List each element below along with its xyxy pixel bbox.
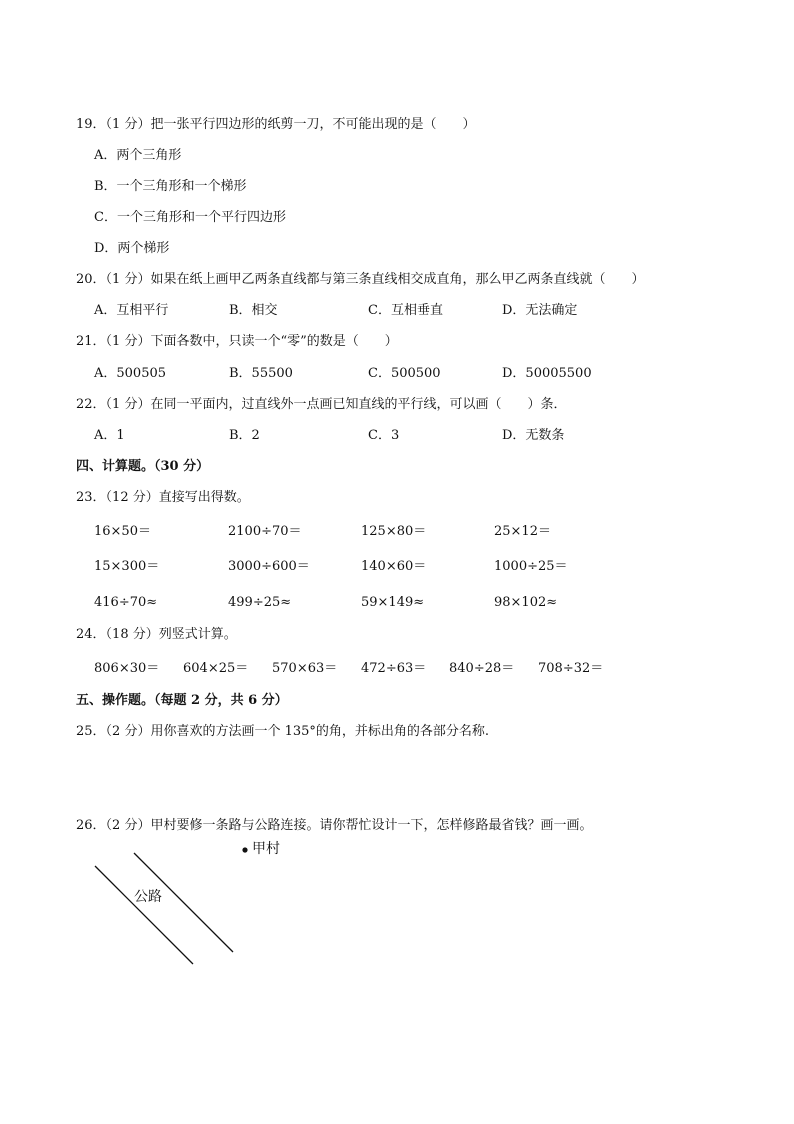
- q24-stem: 24．（18 分）列竖式计算。: [76, 627, 237, 642]
- q20-option-a: A．互相平行: [94, 303, 169, 318]
- q24-item: 806×30＝: [94, 661, 160, 676]
- q21-option-c: C．500500: [368, 366, 441, 381]
- q23-stem: 23．（12 分）直接写出得数。: [76, 490, 250, 505]
- q19-stem: 19．（1 分）把一张平行四边形的纸剪一刀，不可能出现的是（ ）: [76, 117, 476, 132]
- q19-option-d: D．两个梯形: [94, 241, 170, 256]
- q23-item: 125×80＝: [361, 524, 427, 539]
- q23-item: 16×50＝: [94, 524, 151, 539]
- q26-stem: 26．（2 分）甲村要修一条路与公路连接。请你帮忙设计一下，怎样修路最省钱？画一画。: [76, 818, 593, 833]
- q24-item: 708÷32＝: [538, 661, 604, 676]
- q24-item: 570×63＝: [272, 661, 338, 676]
- q23-item: 1000÷25＝: [494, 559, 568, 574]
- q25-stem: 25．（2 分）用你喜欢的方法画一个 135°的角，并标出角的各部分名称.: [76, 724, 490, 739]
- q23-item: 499÷25≈: [228, 595, 292, 610]
- q23-item: 98×102≈: [494, 595, 558, 610]
- q20-option-b: B．相交: [229, 303, 278, 318]
- q21-option-d: D．50005500: [502, 366, 592, 381]
- q22-option-d: D．无数条: [502, 428, 565, 443]
- road-edge-left: [95, 866, 193, 964]
- q24-item: 840÷28＝: [449, 661, 515, 676]
- q19-option-b: B．一个三角形和一个梯形: [94, 179, 247, 194]
- q23-item: 59×149≈: [361, 595, 425, 610]
- q22-option-b: B．2: [229, 428, 260, 443]
- q19-option-c: C．一个三角形和一个平行四边形: [94, 210, 286, 225]
- q23-item: 15×300＝: [94, 559, 160, 574]
- q21-option-a: A．500505: [94, 366, 167, 381]
- q24-item: 604×25＝: [183, 661, 249, 676]
- section-5-heading: 五、操作题。（每题 2 分，共 6 分）: [76, 693, 288, 708]
- section-4-heading: 四、计算题。（30 分）: [76, 459, 210, 474]
- q19-option-a: A．两个三角形: [94, 148, 182, 163]
- q20-option-c: C．互相垂直: [368, 303, 443, 318]
- q23-item: 2100÷70＝: [228, 524, 302, 539]
- q21-stem: 21．（1 分）下面各数中，只读一个“零”的数是（ ）: [76, 334, 398, 349]
- q22-option-a: A．1: [94, 428, 125, 443]
- q24-item: 472÷63＝: [361, 661, 427, 676]
- q20-stem: 20．（1 分）如果在纸上画甲乙两条直线都与第三条直线相交成直角，那么甲乙两条直线就（ ）: [76, 272, 645, 287]
- q23-item: 25×12＝: [494, 524, 551, 539]
- q21-option-b: B．55500: [229, 366, 293, 381]
- q23-item: 416÷70≈: [94, 595, 158, 610]
- q23-item: 3000÷600＝: [228, 559, 310, 574]
- q20-option-d: D．无法确定: [502, 303, 578, 318]
- road-label: 公路: [134, 889, 162, 905]
- village-point: [242, 847, 247, 852]
- q23-item: 140×60＝: [361, 559, 427, 574]
- q22-option-c: C．3: [368, 428, 400, 443]
- village-label: 甲村: [252, 841, 280, 857]
- q22-stem: 22．（1 分）在同一平面内，过直线外一点画已知直线的平行线，可以画（ ）条．: [76, 397, 567, 412]
